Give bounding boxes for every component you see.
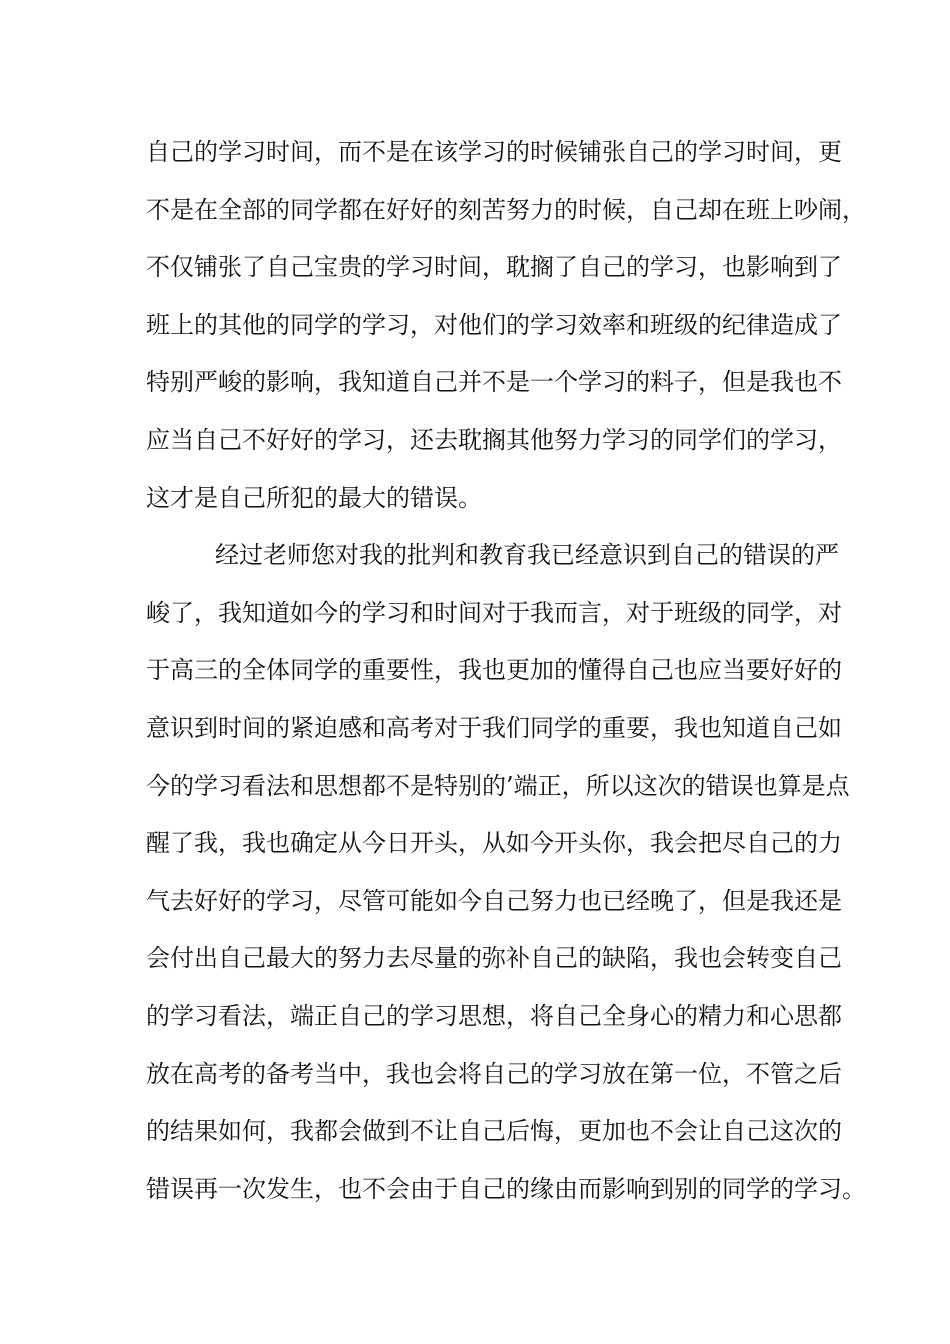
text-line: 不仅铺张了自己宝贵的学习时间，耽搁了自己的学习，也影响到了 — [146, 253, 842, 282]
text-line: 会付出自己最大的努力去尽量的弥补自己的缺陷，我也会转变自己 — [146, 944, 842, 973]
text-line: 醒了我，我也确定从今日开头，从如今开头你，我会把尽自己的力 — [146, 829, 842, 858]
text-line: 气去好好的学习，尽管可能如今自己努力也已经晚了，但是我还是 — [146, 886, 842, 915]
text-line: 于高三的全体同学的重要性，我也更加的懂得自己也应当要好好的 — [146, 656, 842, 685]
paragraph-first-line: 经过老师您对我的批判和教育我已经意识到自己的错误的严 — [215, 541, 839, 570]
text-line: 自己的学习时间，而不是在该学习的时候铺张自己的学习时间，更 — [146, 138, 842, 166]
text-line: 的结果如何，我都会做到不让自己后悔，更加也不会让自己这次的 — [146, 1117, 842, 1146]
text-line: 应当自己不好好的学习，还去耽搁其他努力学习的同学们的学习， — [146, 425, 842, 454]
text-line: 特别严峻的影响，我知道自己并不是一个学习的料子，但是我也不 — [146, 368, 842, 397]
text-line: 这才是自己所犯的最大的错误。 — [146, 483, 482, 512]
text-line: 今的学习看法和思想都不是特别的’端正，所以这次的错误也算是点 — [146, 771, 850, 800]
text-line: 错误再一次发生，也不会由于自己的缘由而影响到别的同学的学习。 — [146, 1174, 866, 1203]
text-line: 放在高考的备考当中，我也会将自己的学习放在第一位，不管之后 — [146, 1059, 842, 1088]
text-line: 班上的其他的同学的学习，对他们的学习效率和班级的纪律造成了 — [146, 310, 842, 339]
text-line: 不是在全部的同学都在好好的刻苦努力的时候，自己却在班上吵闹， — [146, 195, 866, 224]
text-line: 的学习看法，端正自己的学习思想，将自己全身心的精力和心思都 — [146, 1001, 842, 1030]
document-body — [146, 132, 866, 1226]
text-line: 意识到时间的紧迫感和高考对于我们同学的重要，我也知道自己如 — [146, 713, 842, 742]
text-line: 峻了，我知道如今的学习和时间对于我而言，对于班级的同学，对 — [146, 598, 842, 627]
